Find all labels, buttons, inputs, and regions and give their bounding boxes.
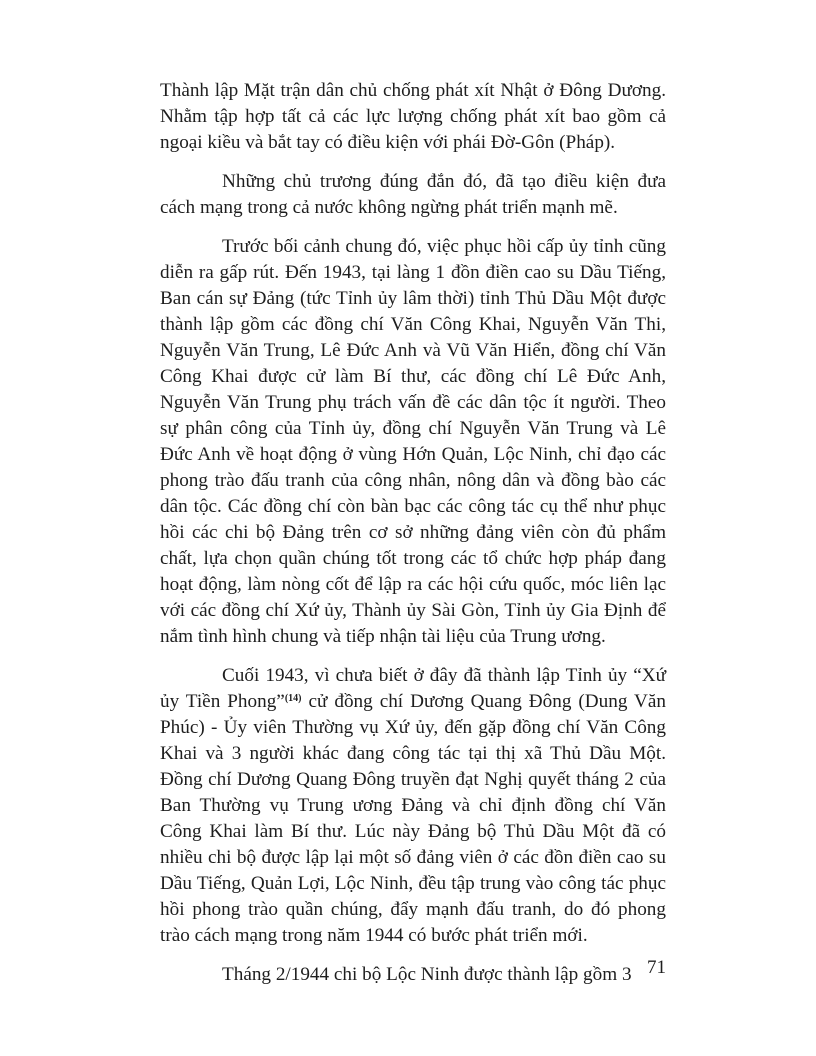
paragraph-text: cử đồng chí Dương Quang Đông (Dung Văn Phúc) - Ủy viên Thường vụ Xứ ủy, đến gặp đồng chí Văn Công Khai và 3 người khác đang công tác tại thị xã Thủ Dầu Một. Đồng chí Dương Quang Đông truyền đạt Nghị quyết tháng 2 của Ban Thường vụ Trung ương Đảng và chỉ định đồng chí Văn Công Khai làm Bí thư. Lúc này Đảng bộ Thủ Dầu Một đã có nhiều chi bộ được lập lại một số đảng viên ở các đồn điền cao su Dầu Tiếng, Quản Lợi, Lộc Ninh, đều tập trung vào công tác phục hồi phong trào quần chúng, đẩy mạnh đấu tranh, do đó phong trào cách mạng trong năm 1944 có bước phát triển mới. <box>160 691 666 946</box>
footnote-reference: (14) <box>284 693 302 704</box>
paragraph: Tháng 2/1944 chi bộ Lộc Ninh được thành lập gồm 3 <box>222 964 632 985</box>
paragraph <box>160 663 666 949</box>
page-number: 71 <box>647 957 666 978</box>
paragraph: Trước bối cảnh chung đó, việc phục hồi cấp ủy tỉnh cũng diễn ra gấp rút. Đến 1943, tại làng 1 đồn điền cao su Dầu Tiếng, Ban cán sự Đảng (tức Tỉnh ủy lâm thời) tỉnh Thủ Dầu Một được thành lập gồm các đồng chí Văn Công Khai, Nguyễn Văn Thi, Nguyễn Văn Trung, Lê Đức Anh và Vũ Văn Hiển, đồng chí Văn Công Khai được cử làm Bí thư, các đồng chí Lê Đức Anh, Nguyễn Văn Trung phụ trách vấn đề các dân tộc ít người. Theo sự phân công của Tỉnh ủy, đồng chí Nguyễn Văn Trung và Lê Đức Anh về hoạt động ở vùng Hớn Quản, Lộc Ninh, chỉ đạo các phong trào đấu tranh của công nhân, nông dân và đồng bào các dân tộc. Các đồng chí còn bàn bạc các công tác cụ thể như phục hồi các chi bộ Đảng trên cơ sở những đảng viên còn đủ phẩm chất, lựa chọn quần chúng tốt trong các tổ chức hợp pháp đang hoạt động, làm nòng cốt để lập ra các hội cứu quốc, móc liên lạc với các đồng chí Xứ ủy, Thành ủy Sài Gòn, Tỉnh ủy Gia Định để nắm tình hình chung và tiếp nhận tài liệu của Trung ương. <box>160 236 666 647</box>
paragraph-text: Cuối 1943, vì chưa biết ở đây đã thành lập Tỉnh ủy “Xứ ủy Tiền Phong” <box>160 665 666 712</box>
paragraph: Những chủ trương đúng đắn đó, đã tạo điều kiện đưa cách mạng trong cả nước không ngừng phát triển mạnh mẽ. <box>160 171 666 218</box>
body-text <box>160 78 666 988</box>
paragraph: Thành lập Mặt trận dân chủ chống phát xít Nhật ở Đông Dương. Nhằm tập hợp tất cả các lực lượng chống phát xít bao gồm cả ngoại kiều và bắt tay có điều kiện với phái Đờ-Gôn (Pháp). <box>160 80 666 153</box>
